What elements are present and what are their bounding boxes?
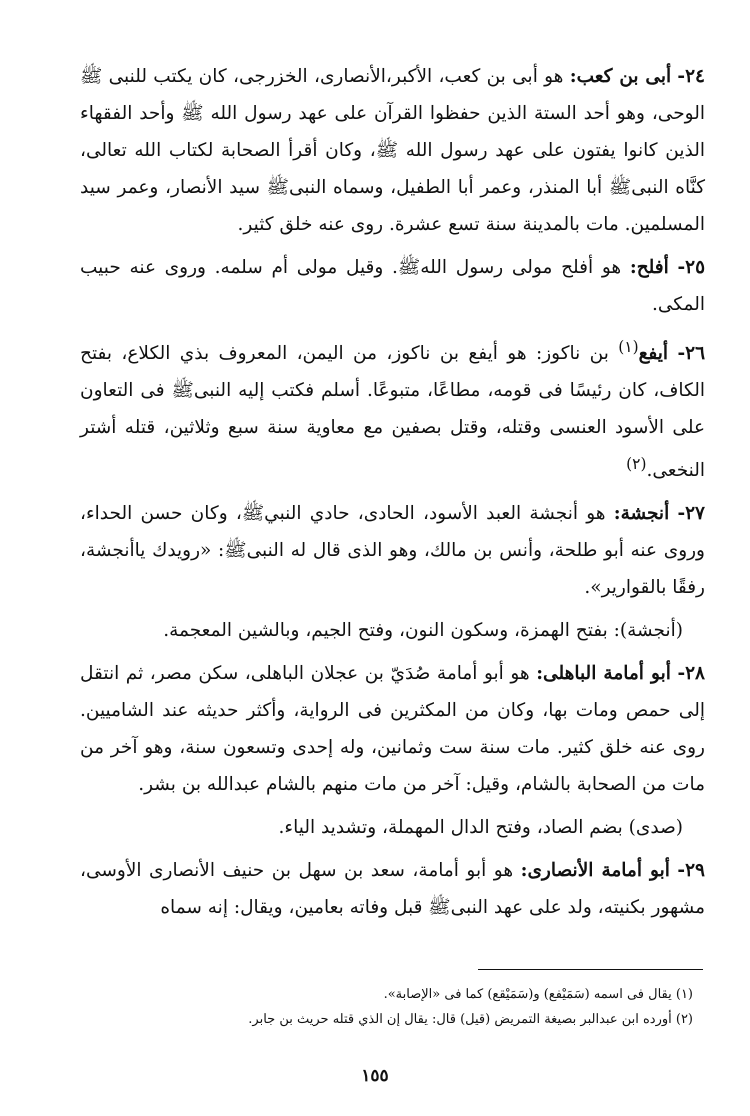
entry-number: ٢٨- bbox=[677, 663, 705, 685]
note-anjasha: (أنجشة): بفتح الهمزة، وسكون النون، وفتح الجيم، وبالشين المعجمة. bbox=[163, 620, 683, 642]
entry-27 bbox=[80, 495, 705, 606]
footnotes bbox=[80, 982, 693, 1032]
entry-25 bbox=[80, 249, 705, 323]
entry-24 bbox=[80, 58, 705, 243]
entry-title: أبى بن كعب: bbox=[569, 66, 672, 87]
entry-26 bbox=[80, 329, 705, 489]
page-body bbox=[80, 58, 705, 932]
entry-title: أفلح: bbox=[629, 257, 669, 278]
footnote-divider bbox=[478, 969, 703, 970]
entry-number: ٢٦- bbox=[677, 343, 706, 365]
entry-body: هو أبو أمامة، سعد بن سهل بن حنيف الأنصارى الأوسى، مشهور بكنيته، ولد على عهد النبىﷺ قبل وفاته بعامين، ويقال: إنه سماه bbox=[80, 860, 705, 919]
footnote-2: (٢) أورده ابن عبدالبر بصيغة التمريض (قيل) قال: يقال إن الذي قتله حريث بن جابر. bbox=[248, 1012, 693, 1027]
entry-number: ٢٤- bbox=[677, 66, 705, 87]
note-sudayy: (صدى) بضم الصاد، وفتح الدال المهملة، وتشديد الياء. bbox=[278, 817, 683, 839]
entry-body: هو أبى بن كعب، الأكبر،الأنصارى، الخزرجى، كان يكتب للنبى ﷺ الوحى، وهو أحد الستة الذين حفظوا القرآن على عهد رسول الله ﷺ وأحد الفقهاء الذين كانوا يفتون على عهد رسول الله ﷺ، وكان أقرأ الصحابة لكتاب الله تعالى، كنَّاه النبىﷺ أبا المنذر، وعمر أبا الطفيل، وسماه النبىﷺ سيد الأنصار، وعمر سيد المسلمين. مات بالمدينة سنة تسع عشرة. روى عنه خلق كثير. bbox=[80, 66, 705, 235]
entry-title: أنجشة: bbox=[613, 503, 670, 525]
entry-body: هو أنجشة العبد الأسود، الحادى، حادي النبيﷺ، وكان حسن الحداء، وروى عنه أبو طلحة، وأنس بن مالك، وهو الذى قال له النبىﷺ: «رويدك ياأنجشة، رفقًا بالقوارير». bbox=[80, 503, 705, 599]
footnote-ref-1[interactable]: (١) bbox=[618, 338, 639, 356]
footnote-ref-2[interactable]: (٢) bbox=[626, 455, 647, 474]
entry-title: أبو أمامة الأنصارى: bbox=[520, 860, 670, 882]
entry-28 bbox=[80, 655, 705, 803]
entry-number: ٢٩- bbox=[677, 860, 705, 882]
entry-body: هو أيفع بن ناكوز، من اليمن، المعروف بذي الكلاع، بفتح الكاف، كان رئيسًا فى قومه، مطاعًا، متبوعًا. أسلم فكتب إليه النبىﷺ فى التعاون على الأسود العنسى وقتله، وقتل بصفين مع معاوية سنة سبع وثلاثين، قتله أشتر النخعى. bbox=[80, 343, 705, 482]
page-number: ١٥٥ bbox=[361, 1066, 389, 1086]
entry-title-rest: بن ناكوز: bbox=[535, 343, 609, 365]
entry-title: أبو أمامة الباهلى: bbox=[536, 663, 671, 685]
entry-number: ٢٧- bbox=[677, 503, 705, 525]
entry-body: هو أفلح مولى رسول اللهﷺ. وقيل مولى أم سلمه. وروى عنه حبيب المكى. bbox=[80, 257, 705, 315]
entry-number: ٢٥- bbox=[677, 257, 706, 278]
entry-29 bbox=[80, 852, 705, 926]
entry-title: أيفع bbox=[638, 343, 669, 365]
footnote-1: (١) يقال فى اسمه (سَمَيْفع) و(سَمَيْقع) كما فى «الإصابة». bbox=[383, 987, 693, 1002]
entry-body: هو أبو أمامة صُدَيّ بن عجلان الباهلى، سكن مصر، ثم انتقل إلى حمص ومات بها، وكان من المكثرين فى الرواية، وأكثر حديثه عند الشاميين. روى عنه خلق كثير. مات سنة ست وثمانين، وله إحدى وتسعون سنة، وهو آخر من مات من الصحابة بالشام، وقيل: آخر من مات منهم بالشام عبدالله بن بشر. bbox=[80, 663, 705, 796]
